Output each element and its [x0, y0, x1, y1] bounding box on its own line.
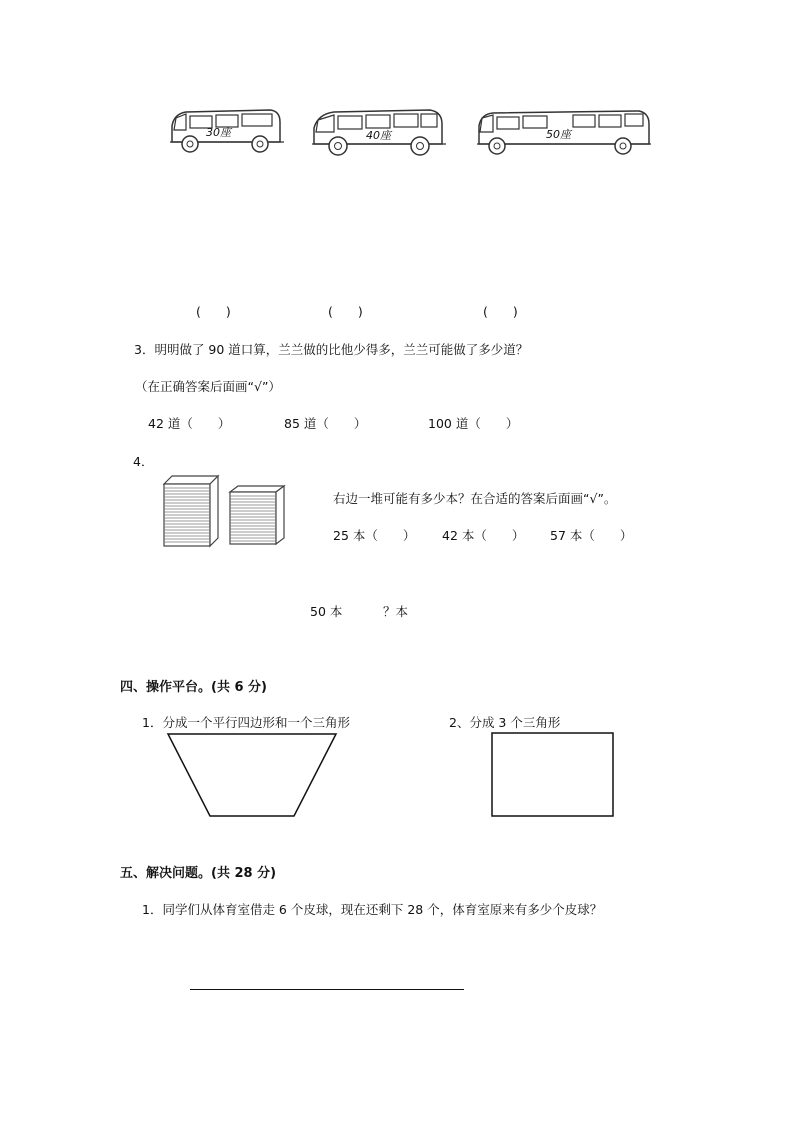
bus-seat-label-3: 50座 [546, 128, 571, 141]
bus-answer-2[interactable]: ( ) [328, 304, 363, 319]
q3-option-3[interactable]: 100 道（ ） [428, 416, 519, 431]
book-stack-left [160, 474, 222, 550]
bus-answer-1[interactable]: ( ) [196, 304, 231, 319]
q4-option-1[interactable]: 25 本（ ） [333, 528, 416, 543]
q3-question: 3．明明做了 90 道口算，兰兰做的比他少得多，兰兰可能做了多少道？ [134, 342, 529, 357]
q3-option-1[interactable]: 42 道（ ） [148, 416, 231, 431]
bus-answer-3[interactable]: ( ) [483, 304, 518, 319]
section4-task2: 2、分成 3 个三角形 [449, 715, 561, 730]
section5-q1: 1．同学们从体育室借走 6 个皮球，现在还剩下 28 个，体育室原来有多少个皮球？ [142, 902, 603, 917]
q3-hint: （在正确答案后面画“√”） [135, 379, 281, 394]
q4-label-right: ？本 [383, 604, 409, 619]
q4-number: 4． [133, 454, 154, 469]
answer-line[interactable] [190, 989, 464, 990]
bus-seat-label-1: 30座 [206, 126, 231, 139]
q4-label-left: 50 本 [310, 604, 343, 619]
q4-question: 右边一堆可能有多少本？在合适的答案后面画“√”。 [333, 491, 617, 506]
section4-heading: 四、操作平台。(共 6 分) [120, 680, 267, 695]
q4-option-2[interactable]: 42 本（ ） [442, 528, 525, 543]
trapezoid-shape[interactable] [166, 732, 338, 820]
q3-option-2[interactable]: 85 道（ ） [284, 416, 367, 431]
section4-task1: 1．分成一个平行四边形和一个三角形 [142, 715, 350, 730]
rectangle-shape[interactable] [491, 732, 615, 818]
q4-option-3[interactable]: 57 本（ ） [550, 528, 633, 543]
book-stack-right [226, 484, 288, 548]
bus-seat-label-2: 40座 [366, 129, 391, 142]
section5-heading: 五、解决问题。(共 28 分) [120, 866, 277, 881]
